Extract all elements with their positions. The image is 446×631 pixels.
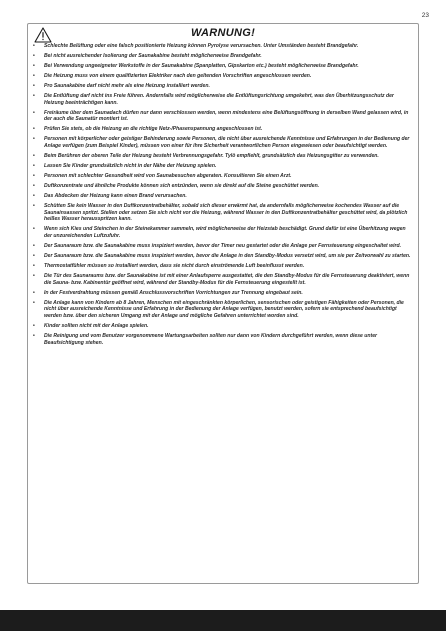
warning-item: • Der Saunaraum bzw. die Saunakabine muss inspiziert werden, bevor der Timer neu gestartet oder die Anlage per Fernsteuerung eingeschaltet wird. <box>32 243 412 250</box>
warning-item: • Beim Berühren der oberen Teile der Heizung besteht Verbrennungsgefahr. Tylö empfiehlt, grundsätzlich das Heizungsgitter zu verwenden. <box>32 153 412 160</box>
warning-item: • Der Saunaraum bzw. die Saunakabine muss inspiziert werden, bevor die Anlage in den Standby-Modus versetzt wird, um sie per Zeitvorwahl zu starten. <box>32 253 412 260</box>
warning-item: • Bei Verwendung ungeeigneter Werkstoffe in der Saunakabine (Spanplatten, Gipskarton etc.) besteht möglicherweise Brandgefahr. <box>32 63 412 70</box>
warning-title: WARNUNG! <box>190 27 256 39</box>
warning-item: • Bei nicht ausreichender Isolierung der Saunakabine besteht möglicherweise Brandgefahr. <box>32 53 412 60</box>
footer-bar <box>0 610 446 631</box>
warning-box <box>27 23 419 584</box>
warning-item: • Die Tür des Saunaraums bzw. der Saunakabine ist mit einer Anlaufsperre ausgestattet, die den Standby-Modus für die Fernsteuerung deaktiviert, wenn die Sauna- bzw. Kabinentür geöffnet wird, während der Standby-Modus für die Fernsteuerung eingestellt ist. <box>32 273 412 286</box>
warning-item: • Prüfen Sie stets, ob die Heizung an die richtige Netz-/Phasenspannung angeschlossen ist. <box>32 126 412 133</box>
warning-item: • Schlechte Belüftung oder eine falsch positionierte Heizung können Pyrolyse verursachen. Unter Umständen besteht Brandgefahr. <box>32 43 412 50</box>
warning-item: • Personen mit körperlicher oder geistiger Behinderung sowie Personen, die nicht über ausreichende Kenntnisse und Erfahrungen in der Bedienung der Anlage verfügen (zum Beispiel Kinder), müssen von einer für ihre Sicherheit verantwortlichen Person eingewiesen oder beaufsichtigt werden. <box>32 136 412 149</box>
warning-item: • In der Festverdrahtung müssen gemäß Anschlussvorschriften Vorrichtungen zur Trennung eingebaut sein. <box>32 290 412 297</box>
page-number: 23 <box>421 12 429 19</box>
warning-item: • Schütten Sie kein Wasser in den Duftkonzentratbehälter, sobald sich dieser erwärmt hat, da andernfalls möglicherweise kochendes Wasser auf die Saunainsassen spritzt. Stellen oder setzen Sie sich nicht vor die Heizung, während Wasser in den Duftkonzentratbehälter geschüttet wird, da plötzlich heißes Wasser herausspritzen kann. <box>32 203 412 223</box>
warning-item: • Duftkonzentrate und ähnliche Produkte können sich entzünden, wenn sie direkt auf die Steine geschüttet werden. <box>32 183 412 190</box>
warning-item: • Die Anlage kann von Kindern ab 8 Jahren, Menschen mit eingeschränkten körperlichen, sensorischen oder geistigen Fähigkeiten oder Personen, die nicht über ausreichende Kenntnisse und Erfahrung in der Bedienung der Anlage verfügen, benutzt werden, sofern sie entsprechend beaufsichtigt werden bzw. über den sicheren Umgang mit der Anlage und mögliche Gefahren unterrichtet worden sind. <box>32 300 412 320</box>
warning-item: • Die Reinigung und vom Benutzer vorgenommene Wartungsarbeiten sollten nur dann von Kindern durchgeführt werden, wenn diese unter Beaufsichtigung stehen. <box>32 333 412 346</box>
warning-item: • Die Heizung muss von einem qualifizierten Elektriker nach den geltenden Vorschriften angeschlossen werden. <box>32 73 412 80</box>
warning-item: • Die Entlüftung darf nicht ins Freie führen. Andernfalls wird möglicherweise die Entlüftungsrichtung umgekehrt, was den Überhitzungsschutz der Heizung beeinträchtigen kann. <box>32 93 412 106</box>
warning-item: • Kinder sollten nicht mit der Anlage spielen. <box>32 323 412 330</box>
warning-item: • Freiräume über dem Saunadach dürfen nur dann verschlossen werden, wenn mindestens eine Belüftungsöffnung in derselben Wand gelassen wird, in der auch die Saunatür montiert ist. <box>32 110 412 123</box>
warning-list <box>32 43 412 350</box>
warning-item: • Lassen Sie Kinder grundsätzlich nicht in der Nähe der Heizung spielen. <box>32 163 412 170</box>
warning-item: • Thermostatfühler müssen so installiert werden, dass sie nicht durch einströmende Luft beeinflusst werden. <box>32 263 412 270</box>
warning-item: • Wenn sich Kies und Steinchen in der Steinekammer sammeln, wird möglicherweise der Heizstab beschädigt. Grund dafür ist eine Überhitzung wegen der unzureichenden Luftzufuhr. <box>32 226 412 239</box>
warning-item: • Das Abdecken der Heizung kann einen Brand verursachen. <box>32 193 412 200</box>
warning-item: • Personen mit schlechter Gesundheit wird von Saunabesuchen abgeraten. Konsultieren Sie einen Arzt. <box>32 173 412 180</box>
warning-item: • Pro Saunakabine darf nicht mehr als eine Heizung installiert werden. <box>32 83 412 90</box>
